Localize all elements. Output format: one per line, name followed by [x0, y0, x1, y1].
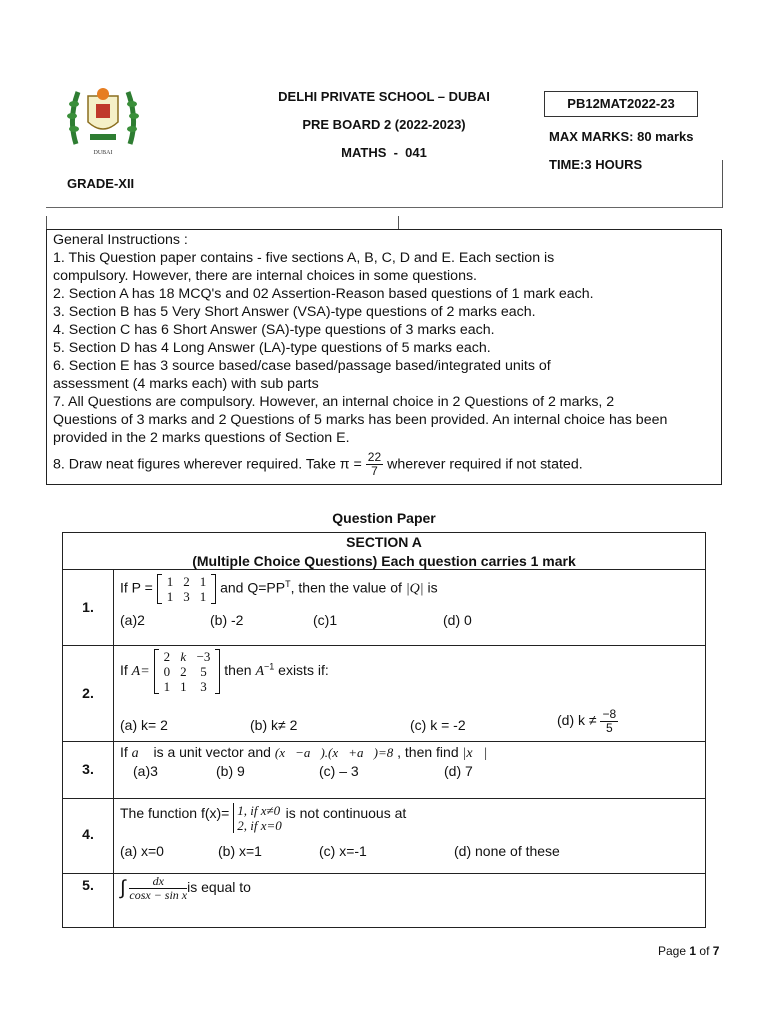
header-divider	[46, 207, 722, 208]
instructions-title: General Instructions :	[53, 232, 188, 248]
abs-q: |Q|	[405, 581, 424, 597]
option-b: (b) 9	[216, 763, 245, 779]
school-logo	[66, 74, 140, 160]
option-b: (b) k≠ 2	[250, 717, 298, 733]
option-d: (d) 0	[443, 612, 472, 628]
page-footer: Page 1 of 7	[658, 944, 720, 958]
option-a: (a) k= 2	[120, 717, 168, 733]
question-row	[63, 569, 705, 646]
page-total: 7	[712, 944, 720, 958]
school-name: DELHI PRIVATE SCHOOL – DUBAI	[278, 89, 490, 104]
question-row	[63, 798, 705, 874]
paper-title: Question Paper	[332, 510, 436, 526]
pi-fraction	[366, 451, 383, 478]
question-text: If P = 1 2 1 1 3 1 and $Q=PP^T$, then the value of |Q| is	[120, 574, 438, 604]
header-tick-mid	[398, 216, 399, 229]
option-c: (c) – 3	[319, 763, 359, 779]
question-row	[63, 741, 705, 799]
school-crest-icon	[66, 74, 140, 160]
instruction-line: 1. This Question paper contains - five sections A, B, C, D and E. Each section is	[53, 250, 555, 266]
instruction-line: 2. Section A has 18 MCQ's and 02 Assertion-Reason based questions of 1 mark each.	[53, 286, 594, 302]
section-subtitle: (Multiple Choice Questions) Each question carries 1 mark	[192, 553, 576, 569]
instruction-line: compulsory. However, there are internal choices in some questions.	[53, 268, 477, 284]
option-d-fraction: $\frac{-8}{5}$	[602, 707, 617, 735]
pi-numerator: 22	[367, 450, 382, 464]
max-marks: MAX MARKS: 80 marks	[549, 129, 694, 144]
instruction-8-post: wherever required if not stated.	[387, 456, 583, 473]
piecewise-cases: 1, if x≠0 2, if x=0	[233, 803, 282, 833]
question-text: If a⃗ is a unit vector and (x⃗−a⃗).(x⃗+a⃗)=8 , then find |x⃗|	[120, 744, 488, 761]
paper-code: PB12MAT2022-23	[544, 91, 698, 117]
question-number: 5.	[63, 874, 114, 928]
logo-caption: DUBAI	[93, 150, 113, 156]
option-c: (c) k = -2	[410, 717, 466, 733]
integrand-fraction: $\frac{dx}{\text{cosx − sin x}}$	[129, 874, 188, 902]
page-number: 1	[689, 944, 697, 958]
question-text: The function f(x)= 1, if x≠0 2, if x=0 is not continuous at	[120, 803, 407, 833]
option-d: (d) none of these	[454, 843, 560, 859]
header-tick-left	[46, 216, 47, 229]
general-instructions	[46, 229, 722, 485]
option-c: (c) x=-1	[319, 843, 367, 859]
option-b: (b) -2	[210, 612, 244, 628]
instruction-line: 5. Section D has 4 Long Answer (LA)-type questions of 5 marks each.	[53, 340, 491, 356]
header-right-border	[722, 160, 723, 208]
question-number: 2.	[63, 646, 114, 742]
question-text: If A= 2 k −3 0 2 5 1 1 3 then $A^{-1}$ exists if:	[120, 649, 329, 694]
option-a: (a)2	[120, 612, 145, 628]
integral-sign: ∫	[120, 877, 126, 899]
grade-label: GRADE-XII	[67, 176, 135, 191]
instruction-line: provided in the 2 marks questions of Section E.	[53, 430, 350, 446]
instruction-line: 4. Section C has 6 Short Answer (SA)-type questions of 3 marks each.	[53, 322, 495, 338]
question-text: ∫ $\frac{dx}{\text{cosx − sin x}}$ is equal to	[120, 874, 251, 902]
instruction-line: 6. Section E has 3 source based/case based/passage based/integrated units of	[53, 358, 551, 374]
instruction-line-8	[47, 451, 721, 478]
question-row	[63, 873, 705, 928]
option-a: (a)3	[133, 763, 158, 779]
instruction-line: 3. Section B has 5 Very Short Answer (VSA)-type questions of 2 marks each.	[53, 304, 536, 320]
instruction-8-pre: 8. Draw neat figures wherever required. Take π =	[53, 456, 362, 473]
option-a: (a) x=0	[120, 843, 164, 859]
instruction-line: Questions of 3 marks and 2 Questions of 5 marks has been provided. An internal choice has been	[53, 412, 668, 428]
questions-table	[62, 532, 706, 928]
option-c: (c)1	[313, 612, 338, 628]
option-d: (d) 7	[444, 763, 473, 779]
question-row	[63, 645, 705, 742]
q1-prefix: If P =	[120, 579, 153, 596]
matrix-a: 2 k −3 0 2 5 1 1 3	[154, 649, 221, 694]
instruction-line: 7. All Questions are compulsory. However, an internal choice in 2 Questions of 2 marks, 2	[53, 394, 615, 410]
matrix-p: 1 2 1 1 3 1	[157, 574, 217, 604]
option-b: (b) x=1	[218, 843, 262, 859]
instruction-line: assessment (4 marks each) with sub parts	[53, 376, 319, 392]
pi-denominator: 7	[371, 464, 378, 478]
exam-time: TIME:3 HOURS	[549, 157, 643, 172]
question-number: 4.	[63, 799, 114, 874]
subject-name: MATHS - 041	[341, 145, 427, 160]
question-number: 3.	[63, 742, 114, 799]
question-number: 1.	[63, 570, 114, 646]
exam-name: PRE BOARD 2 (2022-2023)	[302, 117, 466, 132]
section-title: SECTION A	[346, 534, 422, 550]
q1-text: and Q=PP	[220, 579, 286, 596]
option-d: (d) k ≠ $\frac{-8}{5}$	[557, 707, 617, 735]
